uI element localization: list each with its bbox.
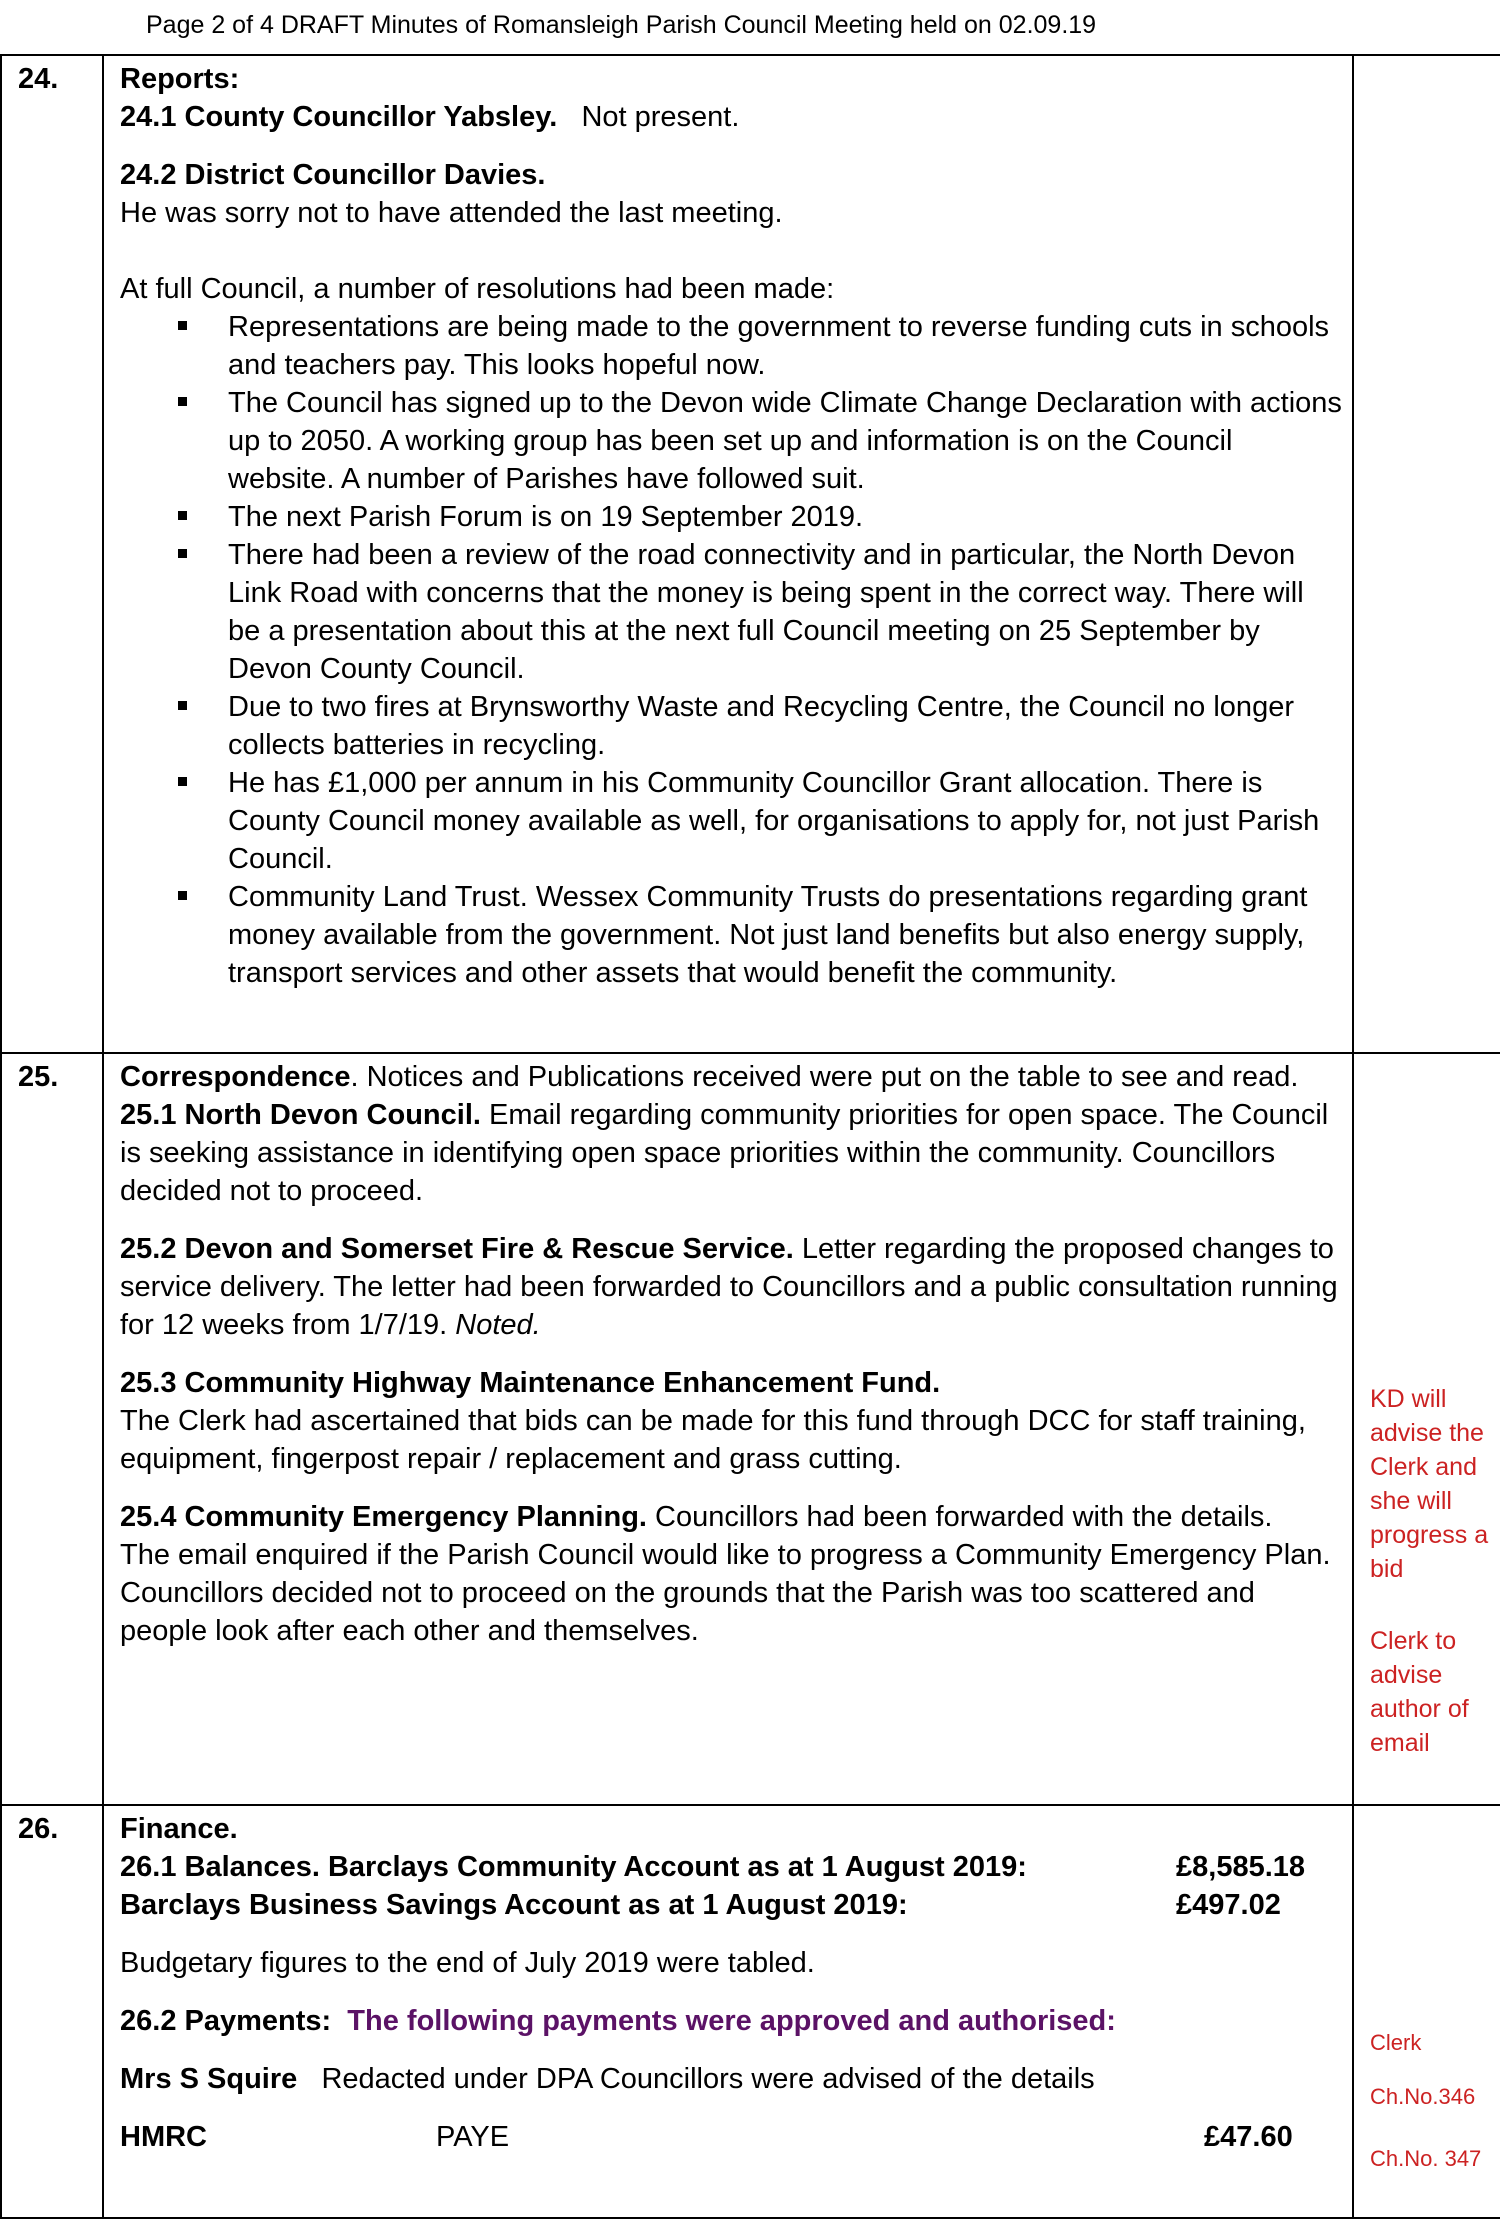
item-25-4-text: Councillors had been forwarded with the details. [646, 1501, 1273, 1533]
item-24-1-text: Not present. [581, 101, 740, 133]
budget-line: Budgetary figures to the end of July 2019 were tabled. [120, 1947, 815, 1979]
action-clerk: Clerk [1370, 2030, 1422, 2055]
item-25-2-text: Letter regarding the proposed changes to service delivery. The letter had been forwarded to Councillors and a public consultation running for 12 weeks from 1/7/19. [120, 1233, 1338, 1341]
item-25-number: 25. [1, 1053, 103, 1805]
item-26-action [1353, 1805, 1500, 2218]
list-item: The Council has signed up to the Devon wide Climate Change Declaration with actions up to 2050. A working group has been set up and information is on the Council website. A number of Parishes have followed suit. [228, 384, 1342, 498]
item-24-content [103, 55, 1353, 1053]
item-25-content [103, 1053, 1353, 1805]
payment-hmrc [120, 2118, 1342, 2156]
list-item: Due to two fires at Brynsworthy Waste and Recycling Centre, the Council no longer collects batteries in recycling. [228, 688, 1342, 764]
action-note-kd: KD will advise the Clerk and she will progress a bid [1370, 1385, 1489, 1583]
item-25-3-text: The Clerk had ascertained that bids can be made for this fund through DCC for staff training, equipment, fingerpost repair / replacement and grass cutting. [120, 1405, 1306, 1475]
item-26-number: 26. [1, 1805, 103, 2218]
list-item: Community Land Trust. Wessex Community Trusts do presentations regarding grant money available from the government. Not just land benefits but also energy supply, transport services and other assets that would benefit the community. [228, 878, 1342, 992]
item-24-1 [120, 98, 1342, 136]
payments-heading: 26.2 Payments: [120, 2005, 332, 2037]
list-item: There had been a review of the road connectivity and in particular, the North Devon Link Road with concerns that the money is being spent in the correct way. There will be a presentation about this at the next full Council meeting on 25 September by Devon County Council. [228, 536, 1342, 688]
list-item: The next Parish Forum is on 19 September 2019. [228, 498, 1342, 536]
payment-squire-text: Redacted under DPA Councillors were advised of the details [321, 2063, 1095, 2095]
item-24-action [1353, 55, 1500, 1053]
item-25-row [1, 1053, 1500, 1805]
item-24-1-heading: 24.1 County Councillor Yabsley. [120, 101, 558, 133]
balance-community [120, 1848, 1342, 1886]
payment-squire-name: Mrs S Squire [120, 2063, 298, 2095]
item-24-2-heading: 24.2 District Councillor Davies. [120, 159, 546, 191]
item-25-title-line [120, 1058, 1342, 1096]
item-24-row [1, 55, 1500, 1053]
item-26-title: Finance. [120, 1813, 238, 1845]
item-25-title-text: . Notices and Publications received were put on the table to see and read. [350, 1061, 1299, 1093]
payments-approved-text: The following payments were approved and authorised: [347, 2005, 1116, 2037]
item-25-2-noted: Noted. [455, 1309, 541, 1341]
item-25-2-heading: 25.2 Devon and Somerset Fire & Rescue Service. [120, 1233, 794, 1265]
item-25-4-line2: The email enquired if the Parish Council would like to progress a Community Emergency Plan. [120, 1539, 1331, 1571]
action-note-clerk: Clerk to advise author of email [1370, 1627, 1469, 1757]
item-25-2 [120, 1230, 1342, 1344]
item-24-2-line2: At full Council, a number of resolutions had been made: [120, 273, 835, 305]
item-26-row [1, 1805, 1500, 2218]
action-cheque-347: Ch.No. 347 [1370, 2146, 1482, 2171]
item-25-4-line3: Councillors decided not to proceed on the grounds that the Parish was too scattered and people look after each other and themselves. [120, 1577, 1255, 1647]
list-item: He has £1,000 per annum in his Community Councillor Grant allocation. There is County Council money available as well, for organisations to apply for, not just Parish Council. [228, 764, 1342, 878]
item-24-number: 24. [1, 55, 103, 1053]
page-header: Page 2 of 4 DRAFT Minutes of Romansleigh Parish Council Meeting held on 02.09.19 [146, 11, 1097, 39]
item-25-title: Correspondence [120, 1061, 351, 1093]
balance-savings-value: £497.02 [1176, 1889, 1281, 1921]
payment-hmrc-amount: £47.60 [1204, 2121, 1293, 2153]
item-25-3-heading: 25.3 Community Highway Maintenance Enhancement Fund. [120, 1367, 941, 1399]
item-25-4 [120, 1498, 1342, 1536]
balance-savings-label: Barclays Business Savings Account as at 1 August 2019: [120, 1889, 908, 1921]
item-24-2-line1: He was sorry not to have attended the last meeting. [120, 197, 783, 229]
payment-squire [120, 2060, 1342, 2098]
payments-line [120, 2002, 1342, 2040]
balance-savings [120, 1886, 1342, 1924]
item-25-action [1353, 1053, 1500, 1805]
item-26-content [103, 1805, 1353, 2218]
item-25-1-heading: 25.1 North Devon Council. [120, 1099, 481, 1131]
item-25-4-heading: 25.4 Community Emergency Planning. [120, 1501, 647, 1533]
payment-hmrc-desc: PAYE [436, 2121, 510, 2153]
balance-community-value: £8,585.18 [1176, 1851, 1306, 1883]
resolutions-list [120, 308, 1342, 992]
action-cheque-346: Ch.No.346 [1370, 2084, 1476, 2109]
list-item: Representations are being made to the government to reverse funding cuts in schools and teachers pay. This looks hopeful now. [228, 308, 1342, 384]
balance-community-label: 26.1 Balances. Barclays Community Account as at 1 August 2019: [120, 1851, 1027, 1883]
payment-hmrc-name: HMRC [120, 2121, 207, 2153]
item-25-1-text: Email regarding community priorities for open space. The Council is seeking assistance in identifying open space priorities within the community. Councillors decided not to proceed. [120, 1099, 1329, 1207]
minutes-table [0, 54, 1500, 2219]
item-25-1 [120, 1096, 1342, 1210]
item-24-title: Reports: [120, 63, 240, 95]
